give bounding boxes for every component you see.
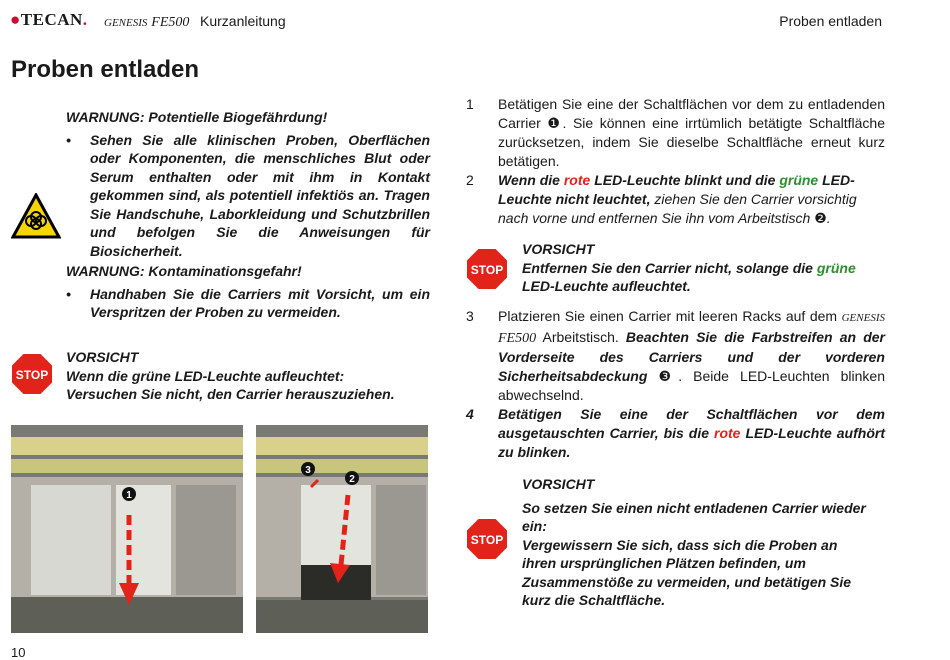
- stop-sign-icon: [10, 352, 54, 396]
- page-number: 10: [11, 645, 26, 660]
- stop-sign-icon: [465, 247, 509, 291]
- stop-sign-icon: [465, 517, 509, 561]
- step-text: ziehen Sie den Carrier vorsichtig nach vorne und entfernen Sie ihn vom Arbeitstisch: [498, 191, 857, 226]
- caution-text: Entfernen Sie den Carrier nicht, solange die: [522, 259, 817, 276]
- step-3: [466, 307, 885, 405]
- tecan-logo: ●TECAN.: [10, 10, 88, 29]
- marker-3: ❸: [658, 368, 679, 384]
- warning-block: [66, 108, 430, 322]
- bullet: •: [66, 131, 71, 148]
- step-number: 1: [466, 96, 474, 112]
- caution-line: Wenn die grüne LED-Leuchte aufleuchtet:: [66, 367, 345, 384]
- biohazard-icon: [11, 193, 61, 239]
- green-word: grüne: [779, 172, 819, 188]
- page-title: Proben entladen: [11, 56, 200, 83]
- step-text: LED-Leuchte blinkt und die: [590, 172, 780, 188]
- step-text: LED-Leuchte aufhört zu blinken.: [498, 425, 885, 460]
- step-text: Wenn die: [498, 172, 564, 188]
- caution-line: Versuchen Sie nicht, den Carrier herauszuziehen.: [66, 386, 395, 402]
- stop-label: STOP: [470, 263, 504, 277]
- step-text: Arbeitstisch.: [536, 329, 626, 345]
- caution-text: So setzen Sie einen nicht entladenen Carrier wieder ein:: [522, 499, 866, 534]
- caution-title: VORSICHT: [522, 241, 595, 257]
- warning-text: Sehen Sie alle klinischen Proben, Oberflächen oder Komponenten, die menschliches Blut oder Serum enthalten oder mit ihm in Kontakt gekommen sind, als potentiell infektiös an. Tragen Sie Handschuhe, Laborkleidung und Schutzbrillen und befolgen Sie die Anweisungen für Biosicherheit.: [90, 131, 430, 259]
- photo-marker: 2: [349, 474, 355, 485]
- red-word: rote: [714, 425, 741, 441]
- caution-block-2: [522, 240, 885, 296]
- step-number: 3: [466, 308, 474, 324]
- warning-title: WARNUNG: Kontaminationsgefahr!: [66, 263, 302, 279]
- step-text: Beachten Sie die Farbstreifen an der Vorderseite des Carriers und der vorderen Sicherheitsabdeckung: [498, 329, 885, 384]
- marker-2: ❷: [814, 210, 827, 226]
- product-name: GENESIS FE500: [104, 15, 190, 30]
- step-number: 2: [466, 172, 474, 188]
- photo-marker: 1: [126, 490, 132, 501]
- warning-title: WARNUNG: Potentielle Biogefährdung!: [66, 109, 328, 125]
- red-word: rote: [563, 172, 591, 188]
- steps-column-2: [466, 307, 885, 462]
- stop-label: STOP: [470, 533, 504, 547]
- doc-title: Kurzanleitung: [200, 13, 286, 29]
- step-text: . Sie können eine irrtümlich betätigte Schaltfläche zurücksetzen, indem Sie dieselbe Schaltfläche erneut kurz betätigen.: [498, 115, 886, 169]
- step-text: . Beide LED-Leuchten blinken abwechselnd.: [498, 368, 885, 403]
- carrier-photo-2: [256, 425, 428, 633]
- caution-text: Vergewissern Sie sich, dass sich die Proben an ihren ursprünglichen Plätzen befinden, um Zusammenstöße zu vermeiden, und betätigen Sie kurz die Schaltfläche.: [522, 536, 852, 608]
- green-word: grüne: [816, 259, 856, 276]
- warning-text: Handhaben Sie die Carriers mit Vorsicht, um ein Verspritzen der Proben zu vermeiden.: [90, 285, 430, 320]
- carrier-photo-1: [11, 425, 243, 633]
- caution-text: LED-Leuchte aufleuchtet.: [522, 278, 691, 294]
- step-text: Betätigen Sie eine der Schaltflächen vor dem zu entladenden Carrier: [498, 96, 885, 131]
- step-text: LED-Leuchte nicht leuchtet,: [498, 172, 855, 207]
- stop-label: STOP: [15, 368, 49, 382]
- caution-title: VORSICHT: [66, 349, 139, 365]
- bullet: •: [66, 285, 71, 302]
- caution-block-3: [522, 475, 867, 610]
- marker-1: ❶: [547, 115, 563, 131]
- step-text: Platzieren Sie einen Carrier mit leeren Racks auf dem: [498, 308, 842, 324]
- section-header: Proben entladen: [779, 13, 882, 29]
- caution-title: VORSICHT: [522, 476, 595, 492]
- steps-column: [466, 95, 885, 228]
- photo-marker: 3: [305, 465, 311, 476]
- step-text: .: [826, 210, 831, 226]
- step-4: [466, 405, 885, 462]
- product-model: FE500: [498, 331, 537, 346]
- step-text: Betätigen Sie eine der Schaltflächen vor dem ausgetauschten Carrier, bis die: [498, 406, 885, 441]
- step-number: 4: [466, 406, 474, 422]
- caution-block: [66, 348, 436, 404]
- step-2: [466, 171, 885, 228]
- product-prefix: GENESIS: [841, 312, 885, 324]
- step-1: [466, 95, 885, 171]
